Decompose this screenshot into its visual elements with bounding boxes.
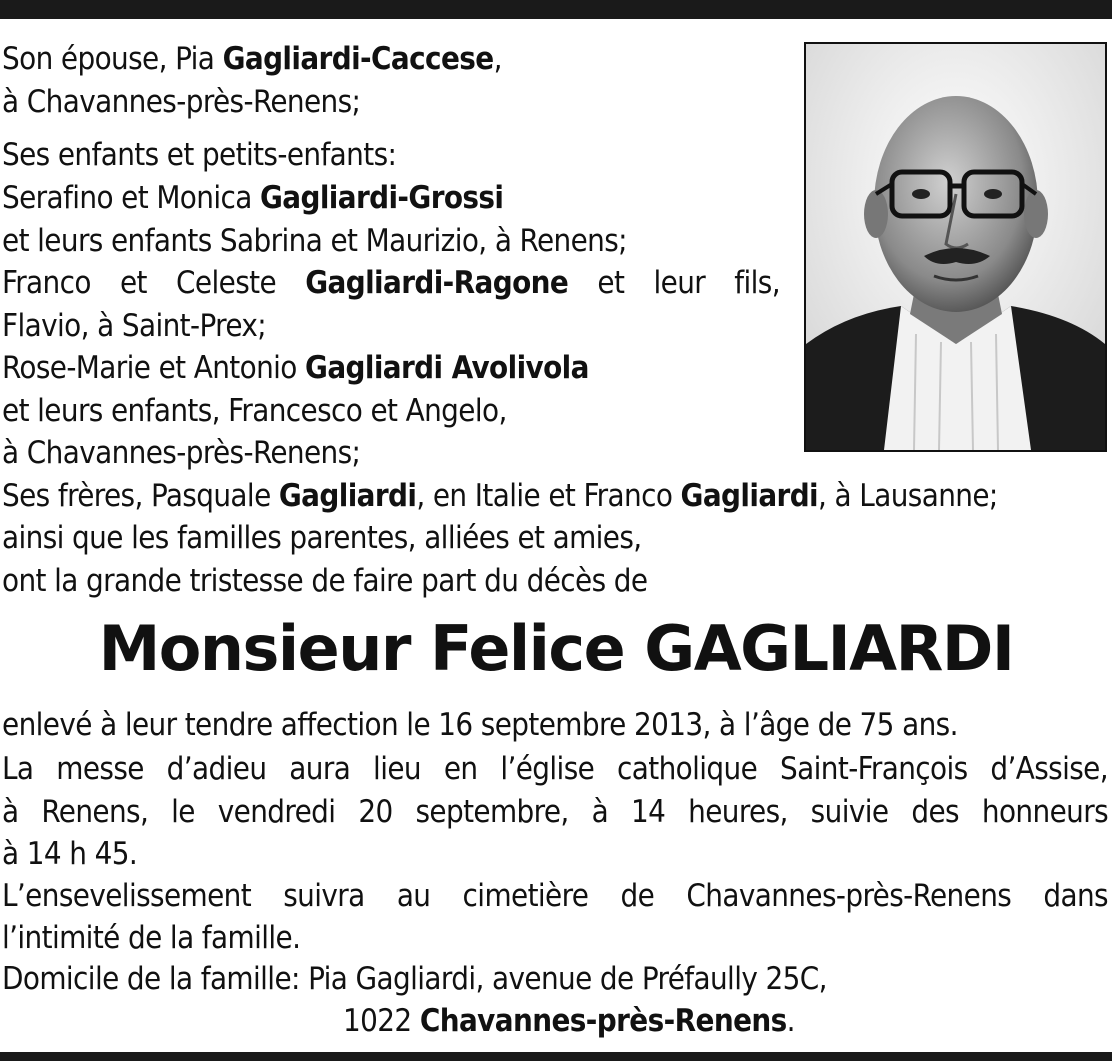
portrait-photo	[804, 42, 1107, 452]
bottom-rule	[0, 1052, 1112, 1061]
siblings-line: Ses frères, Pasquale Gagliardi, en Italie et Franco Gagliardi, à Lausanne;	[2, 478, 998, 514]
top-rule	[0, 0, 1112, 19]
sibling-1-name: Gagliardi	[278, 478, 417, 514]
child-2-name: Gagliardi-Ragone	[305, 265, 569, 301]
child-3-name: Gagliardi Avolivola	[305, 350, 589, 386]
spouse-name: Gagliardi-Caccese	[222, 41, 494, 77]
child-3-line-2: et leurs enfants, Francesco et Angelo,	[2, 393, 507, 429]
families-line: ainsi que les familles parentes, alliées et amies,	[2, 520, 642, 556]
address-line-2: 1022 Chavannes-près-Renens.	[343, 1003, 795, 1039]
announce-line: ont la grande tristesse de faire part du décès de	[2, 563, 648, 599]
deceased-name: Monsieur Felice GAGLIARDI	[98, 612, 1014, 685]
spouse-line-1: Son épouse, Pia Gagliardi-Caccese,	[2, 41, 502, 77]
body-line-5: L’ensevelissement suivra au cimetière de Chavannes-près-Renens dans	[2, 878, 1108, 914]
body-line-2: La messe d’adieu aura lieu en l’église catholique Saint-François d’Assise,	[2, 751, 1108, 787]
address-line-1: Domicile de la famille: Pia Gagliardi, avenue de Préfaully 25C,	[2, 961, 827, 997]
body-line-6: l’intimité de la famille.	[2, 920, 301, 956]
address-city: Chavannes-près-Renens	[419, 1003, 787, 1039]
body-line-1: enlevé à leur tendre affection le 16 septembre 2013, à l’âge de 75 ans.	[2, 707, 958, 743]
child-3-line-1: Rose-Marie et Antonio Gagliardi Avolivola	[2, 350, 589, 386]
child-2-line-1: Franco et Celeste Gagliardi-Ragone et leur fils,	[2, 265, 780, 301]
child-1-line-2: et leurs enfants Sabrina et Maurizio, à Renens;	[2, 223, 627, 259]
child-1-name: Gagliardi-Grossi	[259, 180, 504, 216]
spouse-line-2: à Chavannes-près-Renens;	[2, 84, 361, 120]
body-line-4: à 14 h 45.	[2, 836, 138, 872]
children-header: Ses enfants et petits-enfants:	[2, 137, 397, 173]
child-1-line-1: Serafino et Monica Gagliardi-Grossi	[2, 180, 504, 216]
sibling-2-name: Gagliardi	[680, 478, 819, 514]
child-2-line-2: Flavio, à Saint-Prex;	[2, 308, 267, 344]
body-line-3: à Renens, le vendredi 20 septembre, à 14 heures, suivie des honneurs	[2, 794, 1108, 830]
child-3-line-3: à Chavannes-près-Renens;	[2, 435, 361, 471]
